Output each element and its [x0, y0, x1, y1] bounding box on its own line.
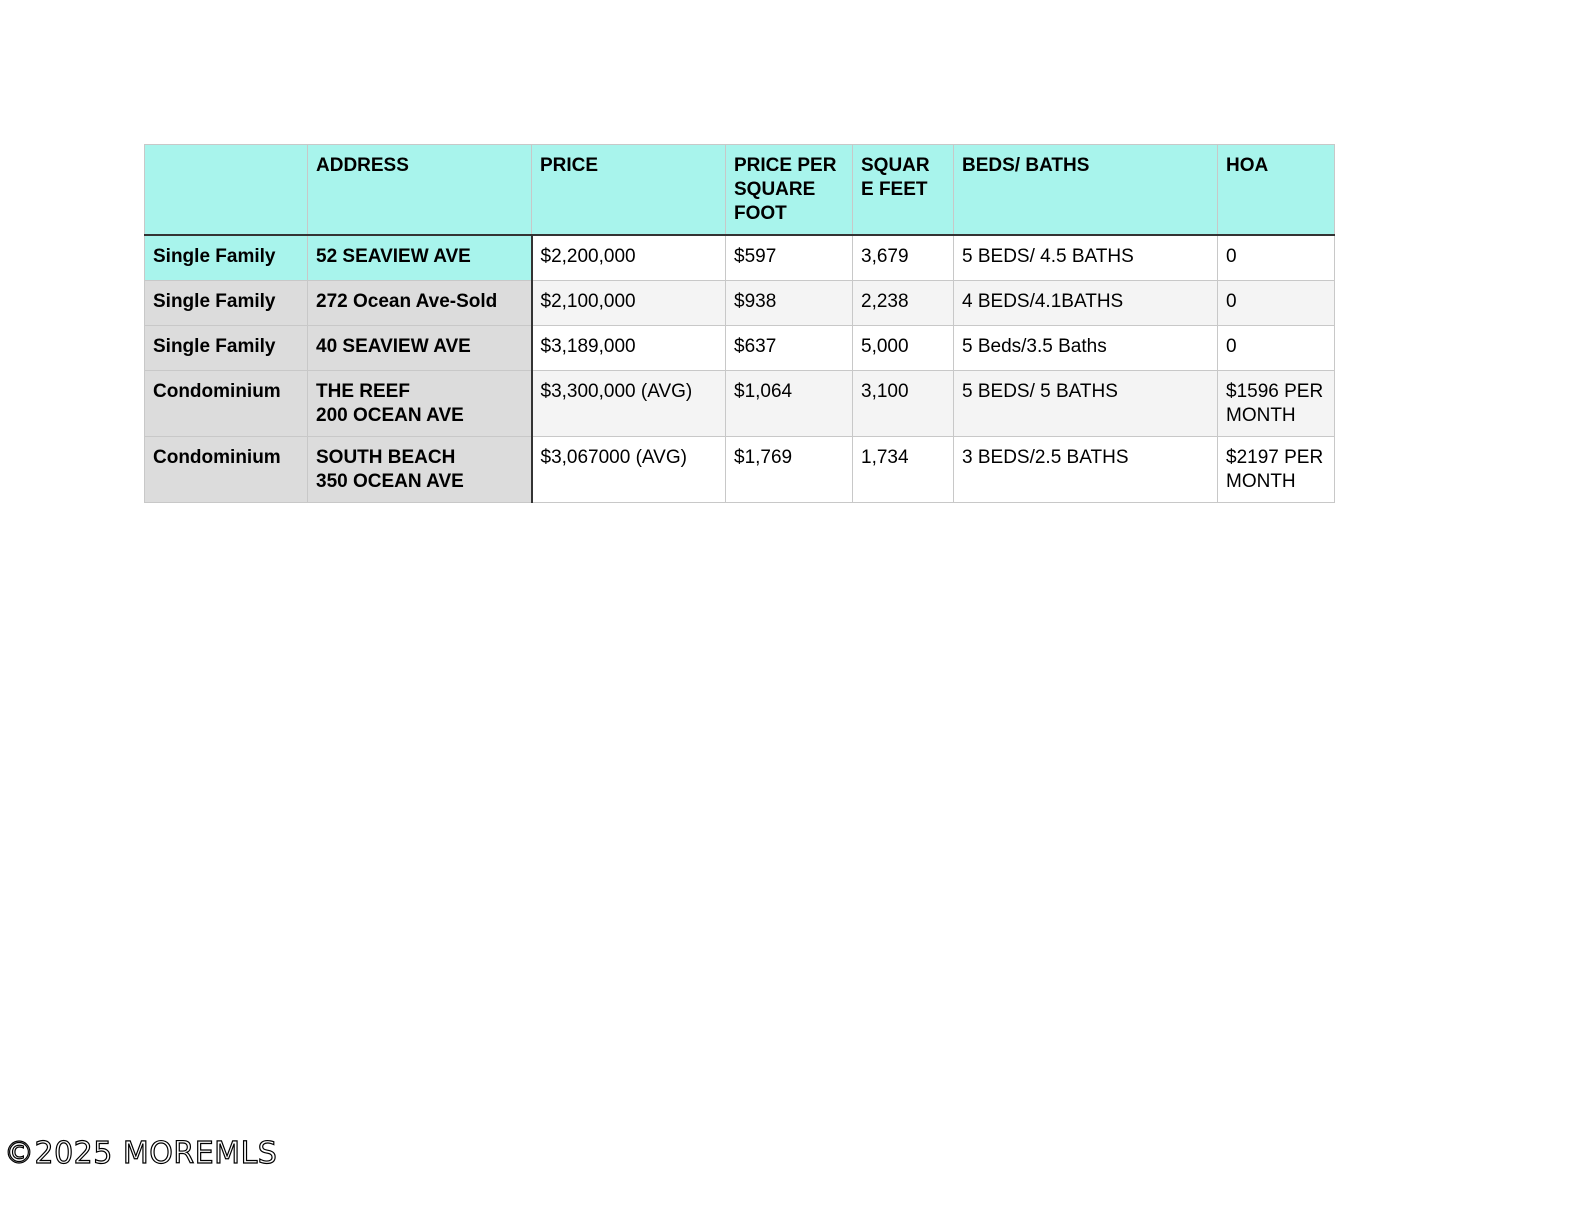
cell-beds-baths: 5 BEDS/ 5 BATHS [954, 371, 1218, 437]
cell-price: $2,200,000 [532, 235, 726, 281]
cell-type: Condominium [145, 437, 308, 503]
table-header [145, 145, 1335, 236]
cell-type: Single Family [145, 281, 308, 326]
cell-type: Single Family [145, 235, 308, 281]
cell-hoa: 0 [1218, 235, 1335, 281]
cell-square-feet: 3,100 [853, 371, 954, 437]
cell-price: $2,100,000 [532, 281, 726, 326]
cell-type: Single Family [145, 326, 308, 371]
cell-type: Condominium [145, 371, 308, 437]
cell-square-feet: 1,734 [853, 437, 954, 503]
header-hoa: HOA [1218, 145, 1335, 236]
header-type [145, 145, 308, 236]
cell-price-per-sqft: $1,769 [726, 437, 853, 503]
cell-hoa: $1596 PER MONTH [1218, 371, 1335, 437]
cell-square-feet: 5,000 [853, 326, 954, 371]
cell-address: THE REEF 200 OCEAN AVE [308, 371, 532, 437]
copyright-watermark: ©2025 MOREMLS [4, 1136, 278, 1171]
cell-beds-baths: 3 BEDS/2.5 BATHS [954, 437, 1218, 503]
listings-table [144, 144, 1335, 503]
table-row [145, 326, 1335, 371]
cell-hoa: 0 [1218, 281, 1335, 326]
cell-square-feet: 2,238 [853, 281, 954, 326]
table-row [145, 235, 1335, 281]
table-row [145, 437, 1335, 503]
cell-square-feet: 3,679 [853, 235, 954, 281]
cell-price-per-sqft: $597 [726, 235, 853, 281]
table-row [145, 281, 1335, 326]
cell-price-per-sqft: $938 [726, 281, 853, 326]
cell-price-per-sqft: $637 [726, 326, 853, 371]
cell-address: 272 Ocean Ave-Sold [308, 281, 532, 326]
header-square-feet: SQUAR E FEET [853, 145, 954, 236]
cell-price: $3,189,000 [532, 326, 726, 371]
header-row [145, 145, 1335, 236]
cell-beds-baths: 4 BEDS/4.1BATHS [954, 281, 1218, 326]
cell-beds-baths: 5 BEDS/ 4.5 BATHS [954, 235, 1218, 281]
cell-hoa: 0 [1218, 326, 1335, 371]
cell-address: 52 SEAVIEW AVE [308, 235, 532, 281]
cell-price: $3,067000 (AVG) [532, 437, 726, 503]
header-price-per-sqft: PRICE PER SQUARE FOOT [726, 145, 853, 236]
header-beds-baths: BEDS/ BATHS [954, 145, 1218, 236]
cell-address: SOUTH BEACH 350 OCEAN AVE [308, 437, 532, 503]
table-body [145, 235, 1335, 503]
cell-hoa: $2197 PER MONTH [1218, 437, 1335, 503]
table-row [145, 371, 1335, 437]
header-address: ADDRESS [308, 145, 532, 236]
cell-address: 40 SEAVIEW AVE [308, 326, 532, 371]
cell-price-per-sqft: $1,064 [726, 371, 853, 437]
cell-beds-baths: 5 Beds/3.5 Baths [954, 326, 1218, 371]
header-price: PRICE [532, 145, 726, 236]
cell-price: $3,300,000 (AVG) [532, 371, 726, 437]
